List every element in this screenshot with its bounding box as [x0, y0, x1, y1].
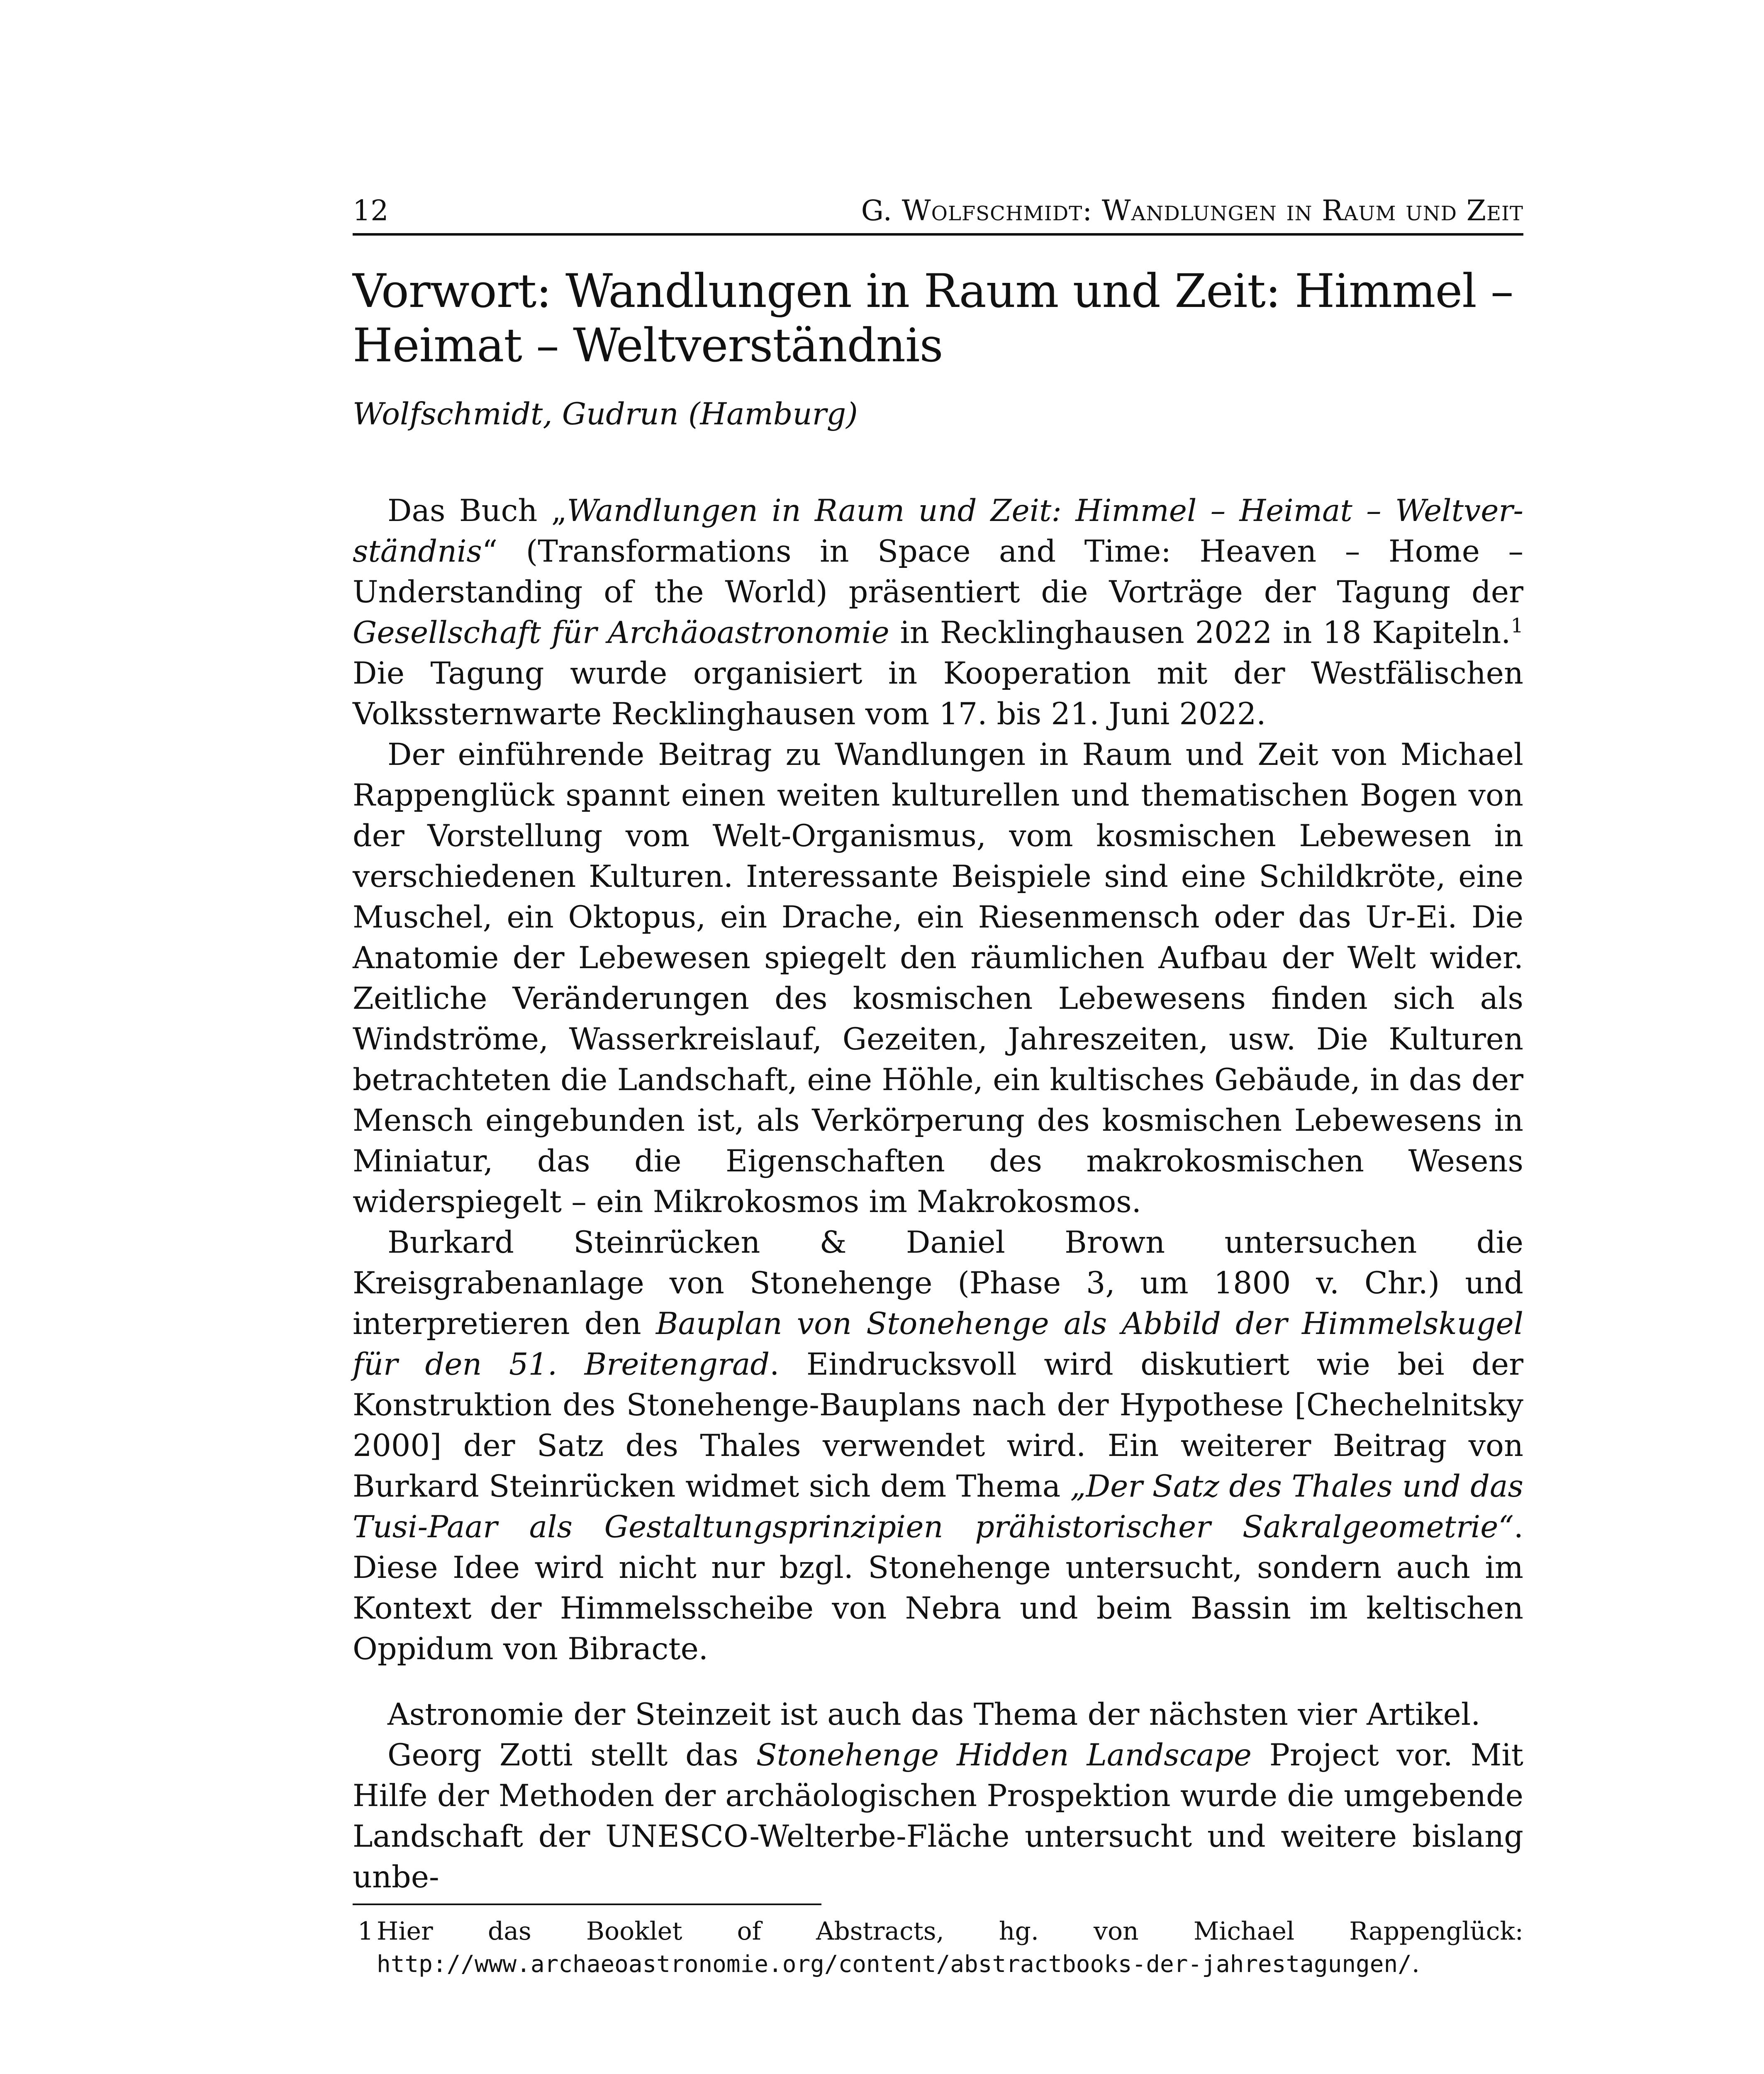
footnote-body	[377, 1915, 1523, 1981]
footnote-mark: 1	[358, 1916, 374, 1946]
book-page	[353, 195, 1523, 1981]
book-title: Wandlungen in Raum und Zeit: Himmel – Heimat – Weltverständnis	[353, 493, 1523, 569]
paper-title-thales: „Der Satz des Thales und das Tusi-Paar als Gestaltungsprinzipien prähistorischer Sakralgeometrie“	[353, 1468, 1524, 1545]
running-title: G. Wolfschmidt: Wandlungen in Raum und Zeit	[861, 195, 1523, 227]
paragraph-1	[353, 491, 1523, 735]
footnote-text: Hier das Booklet of Abstracts, hg. von Michael Rappenglück:	[377, 1916, 1523, 1946]
paragraph-2: Der einführende Beitrag zu Wandlungen in Raum und Zeit von Michael Rappenglück spannt einen weiten kulturellen und thematischen Bogen von der Vorstellung vom Welt-Organismus, vom kosmischen Lebewesen in verschiedenen Kulturen. Interessante Beispiele sind eine Schildkröte, eine Muschel, ein Oktopus, ein Drache, ein Riesenmensch oder das Ur-Ei. Die Anatomie der Lebewesen spiegelt den räumlichen Aufbau der Welt wider. Zeitliche Veränderungen des kosmischen Lebewesens finden sich als Windströme, Wasserkreislauf, Gezeiten, Jahreszeiten, usw. Die Kulturen betrachteten die Landschaft, eine Höhle, ein kultisches Gebäude, in das der Mensch eingebunden ist, als Verkörperung des kosmischen Lebewesens in Miniatur, das die Eigenschaften des makrokosmischen Wesens widerspiegelt – ein Mikrokosmos im Makrokosmos.	[353, 737, 1523, 1220]
project-name: Stonehenge Hidden Landscape	[756, 1737, 1252, 1773]
page-number: 12	[353, 195, 389, 227]
paragraph-1-text-a: Das Buch „	[387, 493, 567, 528]
footnote-reference[interactable]: 1	[1511, 614, 1523, 638]
footnote-end: .	[1411, 1949, 1420, 1978]
paragraph-1-text-c: “ (Transformations in Space and Time: Heaven – Home – Understanding of the World) präsentiert die Vorträge der Tagung der	[353, 533, 1523, 610]
chapter-author: Wolfschmidt, Gudrun (Hamburg)	[353, 397, 858, 432]
paragraph-5-text-c: Project vor. Mit Hilfe der Methoden der archäologischen Prospektion wurde die umgebende Landschaft der UNESCO-Welterbe-Fläche untersucht und weitere bislang unbe-	[353, 1737, 1523, 1895]
paragraph-1-text-f: Die Tagung wurde organisiert in Kooperation mit der Westfälischen Volkssternwarte Recklinghausen vom 17. bis 21. Juni 2022.	[353, 655, 1523, 732]
footnote-divider	[353, 1904, 821, 1905]
paragraph-5-text-a: Georg Zotti stellt das	[387, 1737, 756, 1773]
paragraph-3-text-c: . Eindrucksvoll wird diskutiert wie bei der Konstruktion des Stonehenge-Bauplans nach der Hypothese [Chechelnitsky 2000] der Satz des Thales verwendet wird. Ein weiterer Beitrag von Burkard Steinrücken widmet sich dem Thema	[353, 1346, 1523, 1504]
paper-title-stonehenge: Bauplan von Stonehenge als Abbild der Himmelskugel für den 51. Breitengrad	[353, 1306, 1524, 1382]
body-text	[353, 491, 1523, 1898]
footnote	[353, 1915, 1523, 1981]
footnote-link[interactable]: http://www.archaeoastronomie.org/content/abstractbooks-der-jahrestagungen/	[377, 1950, 1412, 1978]
paragraph-3-text-e: . Diese Idee wird nicht nur bzgl. Stonehenge untersucht, sondern auch im Kontext der Himmelsscheibe von Nebra und beim Bassin im keltischen Oppidum von Bibracte.	[353, 1509, 1523, 1667]
paragraph-1-text-e: in Recklinghausen 2022 in 18 Kapiteln.	[889, 615, 1511, 650]
society-name: Gesellschaft für Archäoastronomie	[353, 615, 889, 650]
chapter-title-line-1: Vorwort: Wandlungen in Raum und Zeit: Himmel –	[353, 265, 1513, 319]
paragraph-4: Astronomie der Steinzeit ist auch das Thema der nächsten vier Artikel.	[387, 1697, 1481, 1732]
paragraph-3	[353, 1222, 1523, 1670]
paragraph-3-text-a: Burkard Steinrücken & Daniel Brown untersuchen die Kreisgrabenanlage von Stonehenge (Phase 3, um 1800 v. Chr.) und interpretieren den	[353, 1224, 1523, 1341]
chapter-title	[353, 265, 1523, 373]
running-head	[353, 195, 1523, 236]
paragraph-5	[353, 1735, 1523, 1898]
chapter-title-line-2: Heimat – Weltverständnis	[353, 319, 943, 373]
